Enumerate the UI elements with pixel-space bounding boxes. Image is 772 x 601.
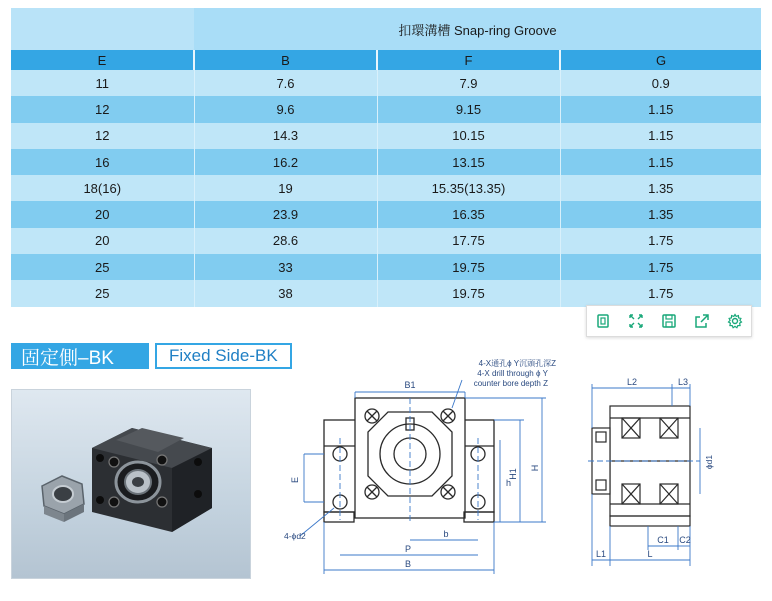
cell-f: 7.9 <box>377 70 560 96</box>
note-line-3: counter bore depth Z <box>473 379 548 388</box>
dim-d2: 4-ϕd2 <box>284 531 306 541</box>
cell-e: 20 <box>11 228 194 254</box>
cell-f: 13.15 <box>377 149 560 175</box>
table-row <box>11 123 761 149</box>
save-icon <box>661 313 677 329</box>
side-view-drawing <box>588 374 714 584</box>
table-row <box>11 175 761 201</box>
cell-e: 25 <box>11 254 194 280</box>
table-row <box>11 70 761 96</box>
cell-b: 28.6 <box>194 228 377 254</box>
dim-b-small: b <box>443 529 449 539</box>
column-header-b: B <box>194 50 377 70</box>
cell-e: 18(16) <box>11 175 194 201</box>
share-button[interactable] <box>692 311 712 331</box>
table-row <box>11 149 761 175</box>
table-row <box>11 254 761 280</box>
section-title-fixed-side-bk <box>11 343 292 369</box>
cell-f: 15.35(13.35) <box>377 175 560 201</box>
share-icon <box>694 313 710 329</box>
cell-f: 17.75 <box>377 228 560 254</box>
product-photo <box>11 389 251 579</box>
cell-f: 16.35 <box>377 201 560 227</box>
expand-icon <box>628 313 644 329</box>
dim-big-b: B <box>404 559 412 569</box>
cell-g: 1.75 <box>560 228 761 254</box>
cell-b: 9.6 <box>194 96 377 122</box>
cell-g: 1.15 <box>560 123 761 149</box>
cell-e: 12 <box>11 96 194 122</box>
dim-l1: L1 <box>595 549 607 559</box>
cell-f: 19.75 <box>377 254 560 280</box>
table-row <box>11 228 761 254</box>
cell-b: 38 <box>194 280 377 306</box>
cell-f: 9.15 <box>377 96 560 122</box>
cell-f: 10.15 <box>377 123 560 149</box>
cell-g: 0.9 <box>560 70 761 96</box>
cell-g: 1.35 <box>560 201 761 227</box>
cell-g: 1.15 <box>560 149 761 175</box>
table-row <box>11 201 761 227</box>
expand-button[interactable] <box>626 311 646 331</box>
dim-l2: L2 <box>626 377 638 387</box>
crop-icon <box>595 313 611 329</box>
dim-h: h <box>506 478 512 488</box>
front-view-drawing <box>280 358 570 583</box>
dim-h1: H1 <box>508 468 518 480</box>
image-toolbar <box>586 305 752 337</box>
table-row <box>11 96 761 122</box>
dim-d1: ϕd1 <box>704 454 714 470</box>
group-header-snap-ring: 扣環溝槽 Snap-ring Groove <box>194 8 761 50</box>
cell-b: 16.2 <box>194 149 377 175</box>
cell-e: 12 <box>11 123 194 149</box>
cell-e: 25 <box>11 280 194 306</box>
cell-e: 16 <box>11 149 194 175</box>
section-title-cn: 固定側–BK <box>11 343 149 369</box>
bk-unit-illustration <box>12 390 250 578</box>
settings-icon <box>727 313 743 329</box>
dim-l3: L3 <box>677 377 689 387</box>
dim-big-h: H <box>530 464 540 472</box>
column-header-f: F <box>377 50 560 70</box>
cell-g: 1.15 <box>560 96 761 122</box>
table-row <box>11 280 761 306</box>
dim-e: E <box>290 476 300 484</box>
dim-p: P <box>404 544 412 554</box>
cell-b: 14.3 <box>194 123 377 149</box>
section-title-en: Fixed Side-BK <box>155 343 292 369</box>
dim-c1: C1 <box>657 535 669 545</box>
table-column-header-row <box>11 50 761 70</box>
settings-button[interactable] <box>725 311 745 331</box>
table-group-header-row <box>11 8 761 50</box>
save-button[interactable] <box>659 311 679 331</box>
dim-l: L <box>647 549 653 559</box>
cell-b: 19 <box>194 175 377 201</box>
cell-e: 11 <box>11 70 194 96</box>
note-line-1: 4-X通孔ϕ Y沉頭孔深Z <box>478 359 556 368</box>
cell-b: 33 <box>194 254 377 280</box>
cell-f: 19.75 <box>377 280 560 306</box>
column-header-g: G <box>560 50 761 70</box>
crop-button[interactable] <box>593 311 613 331</box>
snap-ring-groove-table <box>11 8 761 307</box>
cell-g: 1.75 <box>560 280 761 306</box>
cell-g: 1.75 <box>560 254 761 280</box>
dim-c2: C2 <box>679 535 691 545</box>
cell-b: 7.6 <box>194 70 377 96</box>
cell-e: 20 <box>11 201 194 227</box>
cell-b: 23.9 <box>194 201 377 227</box>
table-header-blank-cell <box>11 8 194 50</box>
column-header-e: E <box>11 50 194 70</box>
cell-g: 1.35 <box>560 175 761 201</box>
note-line-2: 4-X drill through ϕ Y <box>477 369 548 378</box>
dim-b1: B1 <box>404 380 416 390</box>
